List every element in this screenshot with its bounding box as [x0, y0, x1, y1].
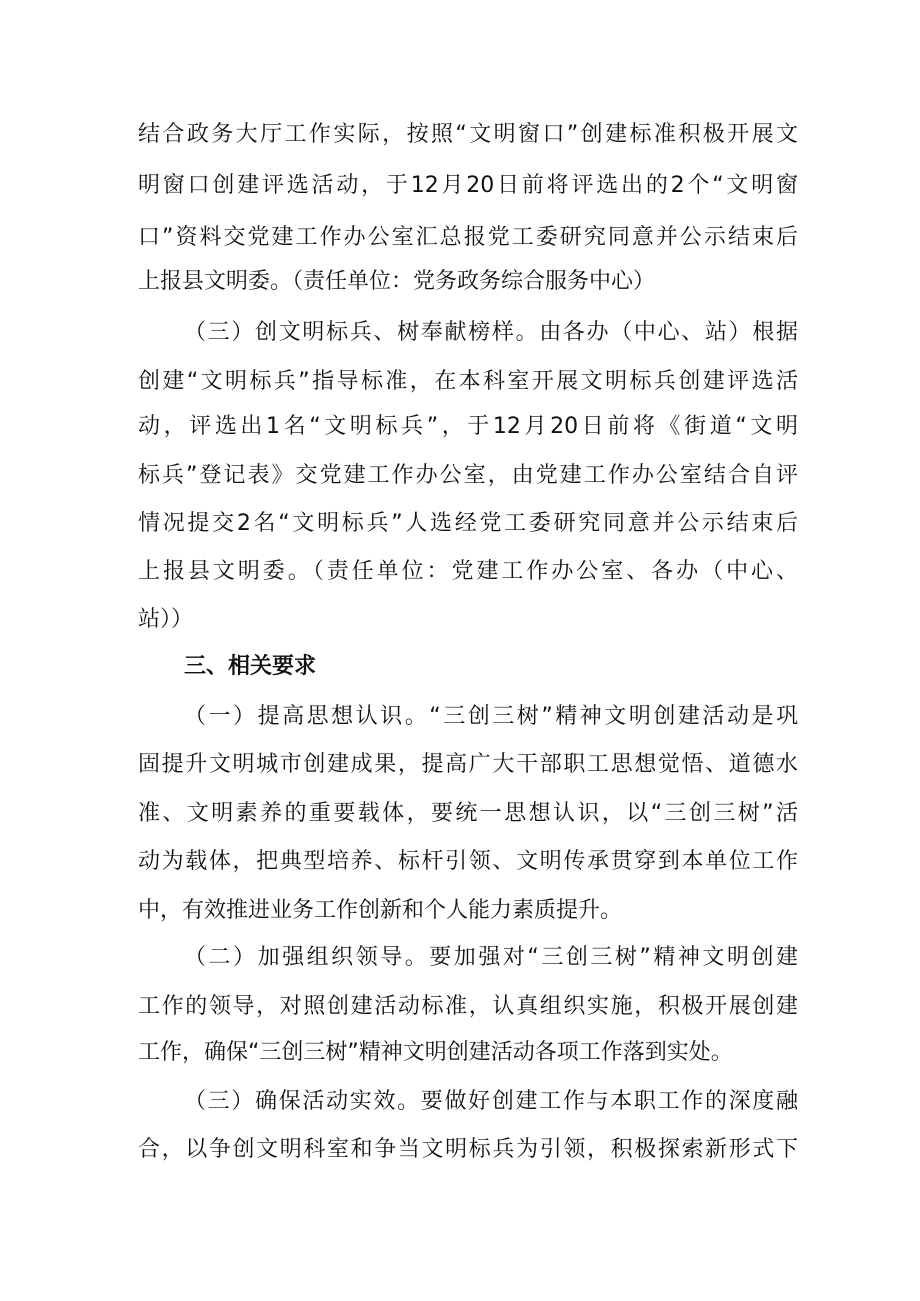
- paragraph-line: （三）创文明标兵、树奉献榜样。由各办（中心、站）根据: [184, 320, 798, 345]
- section-heading: 三、相关要求: [184, 654, 317, 679]
- paragraph-line: （三）确保活动实效。要做好创建工作与本职工作的深度融: [184, 1089, 798, 1114]
- paragraph-line: 标兵”登记表》交党建工作办公室，由党建工作办公室结合自评: [138, 463, 798, 488]
- paragraph-line: （二）加强组织领导。要加强对“三创三树”精神文明创建: [184, 945, 798, 970]
- paragraph-line: 口”资料交党建工作办公室汇总报党工委研究同意并公示结束后: [138, 225, 798, 250]
- paragraph-line: 明窗口创建评选活动，于12月20日前将评选出的2个“文明窗: [138, 173, 798, 198]
- paragraph-line: 动为载体，把典型培养、标杆引领、文明传承贯穿到本单位工作: [138, 849, 798, 874]
- paragraph-line: 上报县文明委。（责任单位：党建工作办公室、各办（中心、: [138, 559, 798, 584]
- paragraph-line: 合，以争创文明科室和争当文明标兵为引领，积极探索新形式下: [138, 1137, 798, 1162]
- paragraph-line: 站））: [138, 607, 194, 632]
- paragraph-line: 工作，确保“三创三树”精神文明创建活动各项工作落到实处。: [138, 1040, 733, 1065]
- paragraph-line: 固提升文明城市创建成果，提高广大干部职工思想觉悟、道德水: [138, 752, 798, 777]
- paragraph-line: 动，评选出1名“文明标兵”，于12月20日前将《街道“文明: [138, 414, 798, 439]
- paragraph-line: 结合政务大厅工作实际，按照“文明窗口”创建标准积极开展文: [138, 122, 798, 147]
- paragraph-line: 准、文明素养的重要载体，要统一思想认识，以“三创三树”活: [138, 801, 798, 826]
- paragraph-line: 工作的领导，对照创建活动标准，认真组织实施，积极开展创建: [138, 994, 798, 1019]
- paragraph-line: 情况提交2名“文明标兵”人选经党工委研究同意并公示结束后: [138, 511, 798, 536]
- paragraph-line: 中，有效推进业务工作创新和个人能力素质提升。: [138, 898, 623, 923]
- paragraph-line: 创建“文明标兵”指导标准，在本科室开展文明标兵创建评选活: [138, 369, 798, 394]
- paragraph-line: 上报县文明委。（责任单位：党务政务综合服务中心）: [138, 269, 656, 294]
- paragraph-line: （一）提高思想认识。“三创三树”精神文明创建活动是巩: [184, 704, 798, 729]
